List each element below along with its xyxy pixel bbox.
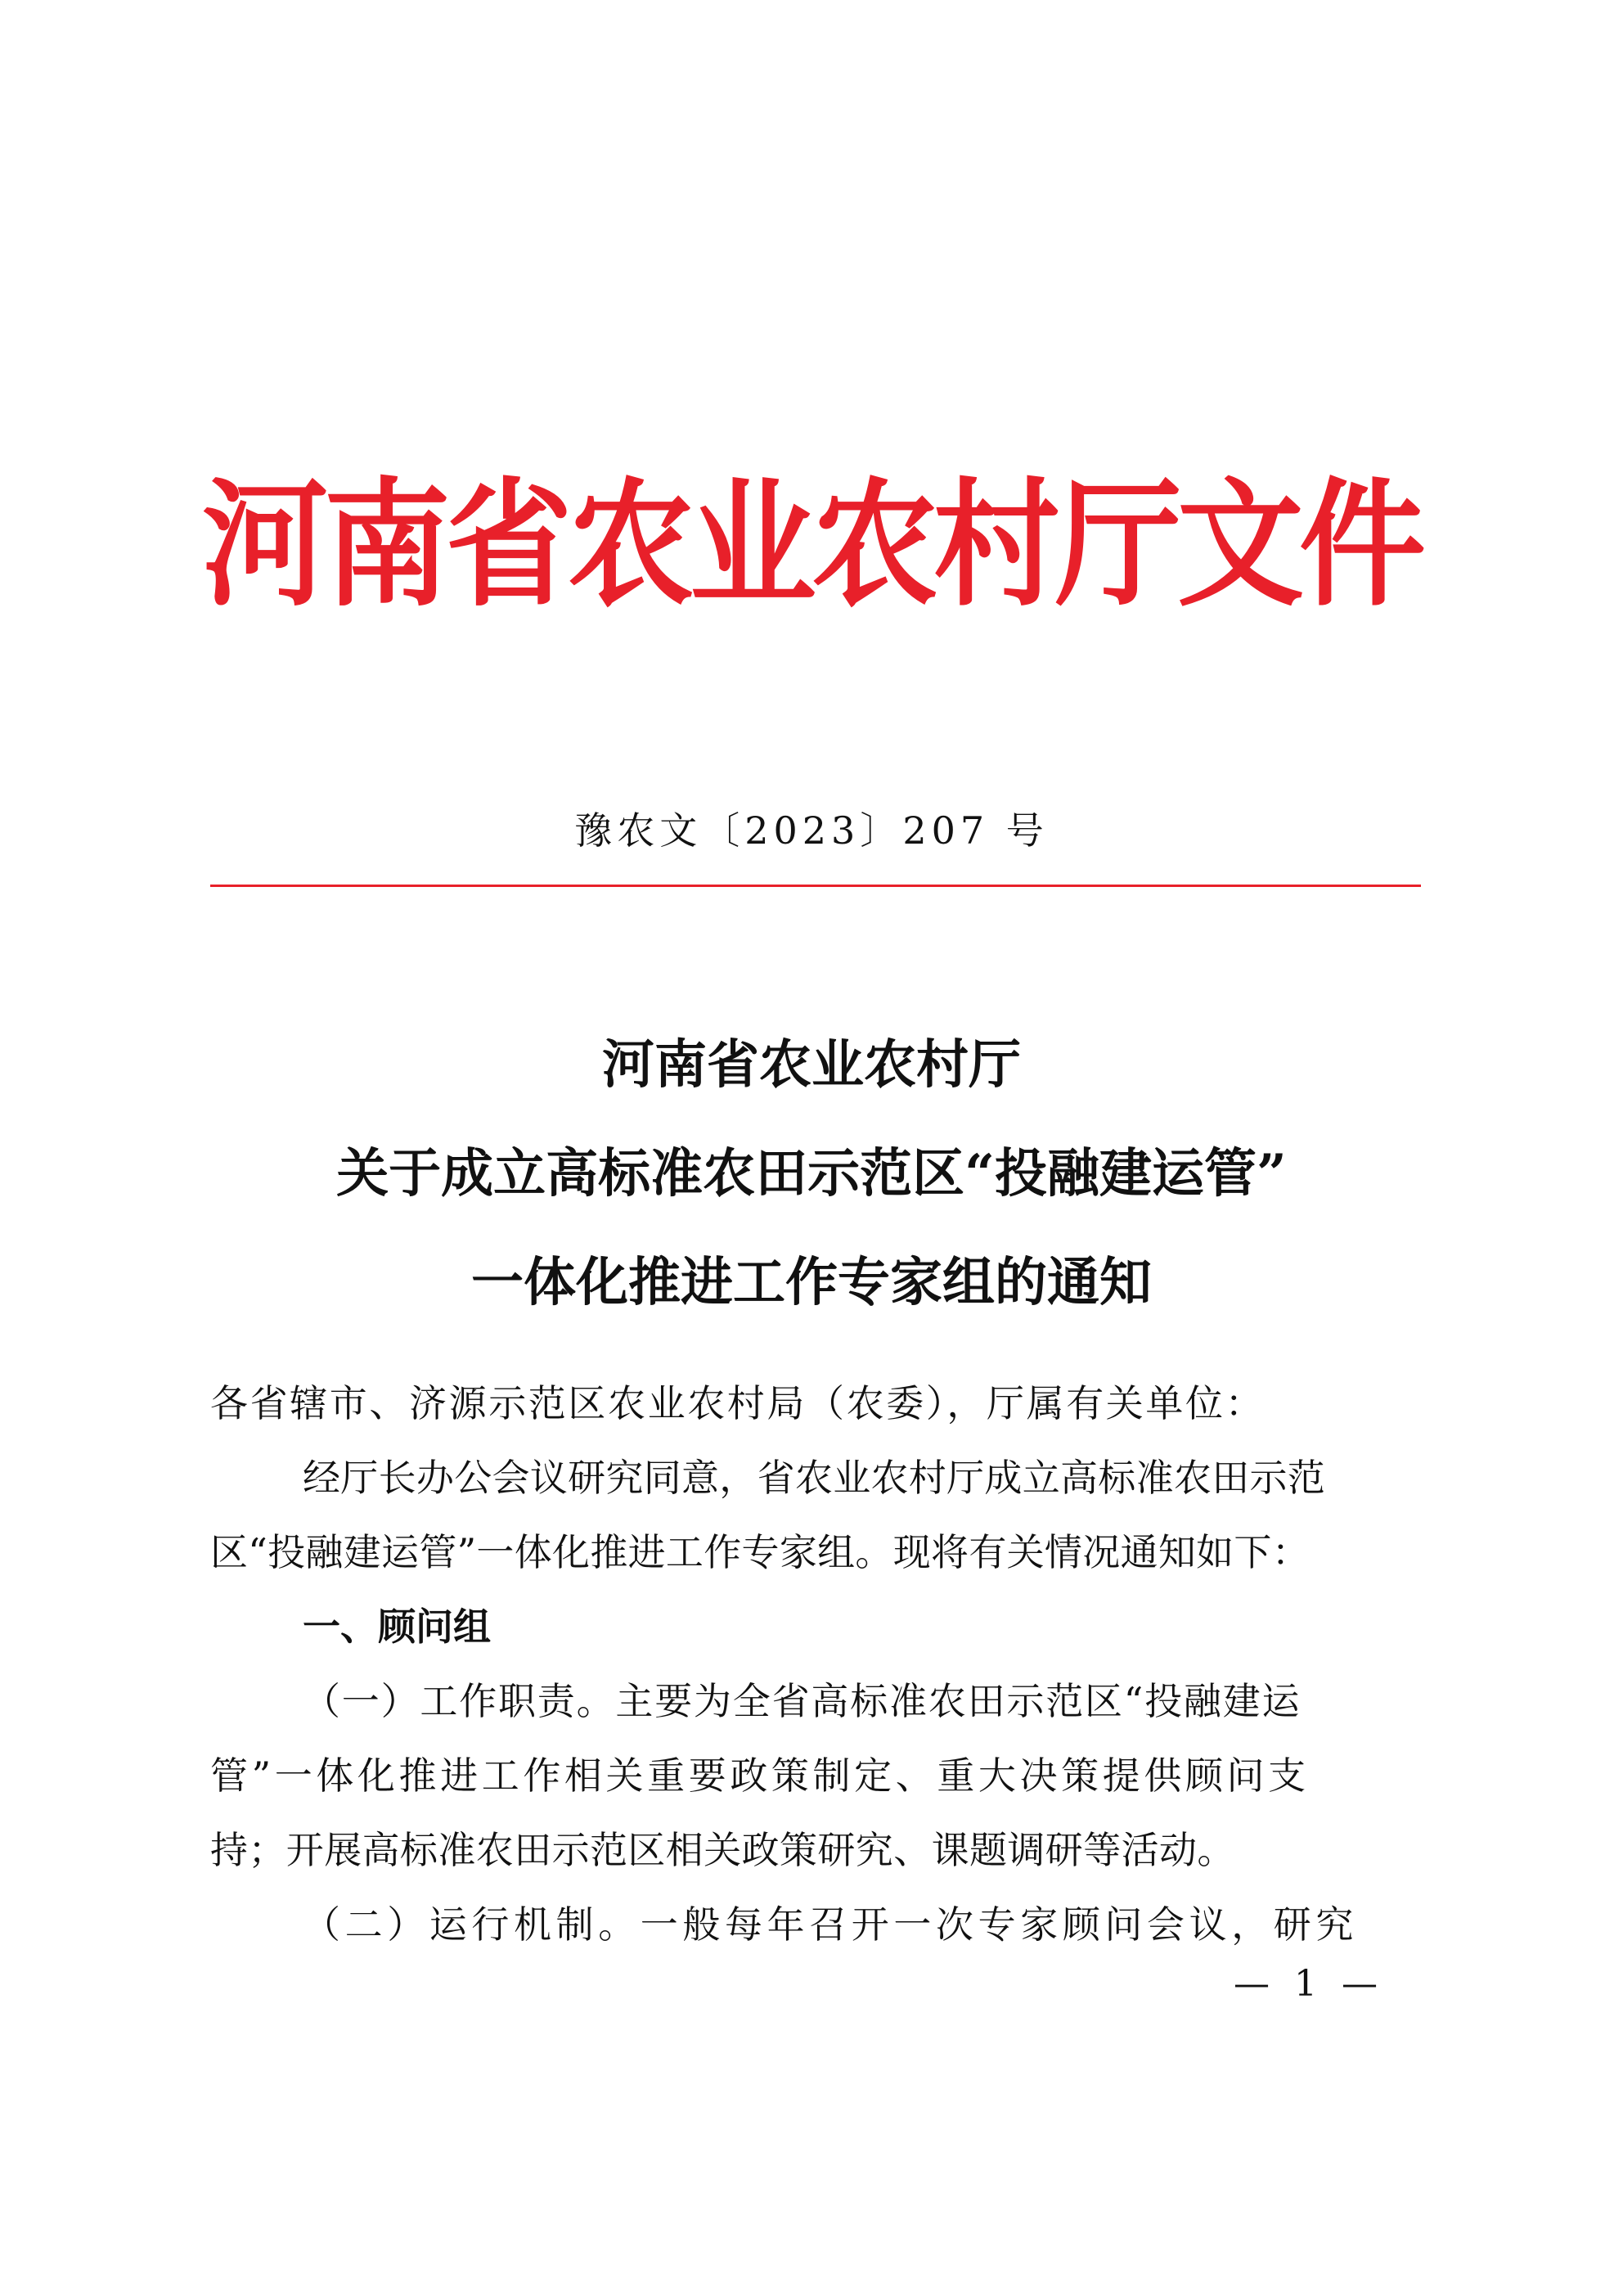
document-number: 豫农文〔2023〕207 号: [574, 808, 1049, 853]
notice-title-line-2: 关于成立高标准农田示范区“投融建运管”: [336, 1143, 1287, 1204]
notice-title-line-1: 河南省农业农村厅: [602, 1034, 1021, 1096]
section-heading-advisory-group: 一、顾问组: [303, 1605, 491, 1649]
salutation: 各省辖市、济源示范区农业农村局（农委），厅属有关单位：: [210, 1381, 1266, 1425]
paragraph-1-line-1: 经厅长办公会议研究同意，省农业农村厅成立高标准农田示范: [303, 1456, 1326, 1500]
item-1-line-1: （一）工作职责。主要为全省高标准农田示范区“投融建运: [303, 1679, 1302, 1723]
masthead-title: 河南省农业农村厅文件: [201, 463, 1422, 625]
item-1-line-2: 管”一体化推进工作相关重要政策制定、重大决策提供顾问支: [210, 1754, 1310, 1798]
red-divider-rule: [210, 885, 1421, 887]
page-number: — 1 —: [1234, 1963, 1384, 2005]
paragraph-1-line-2: 区“投融建运管”一体化推进工作专家组。现将有关情况通知如下：: [210, 1530, 1311, 1574]
item-2-line-1: （二）运行机制。一般每年召开一次专家顾问会议，研究: [303, 1902, 1358, 1947]
item-1-line-3: 持；开展高标准农田示范区相关政策研究、课题调研等活动。: [210, 1828, 1235, 1872]
notice-title-line-3: 一体化推进工作专家组的通知: [471, 1252, 1152, 1313]
